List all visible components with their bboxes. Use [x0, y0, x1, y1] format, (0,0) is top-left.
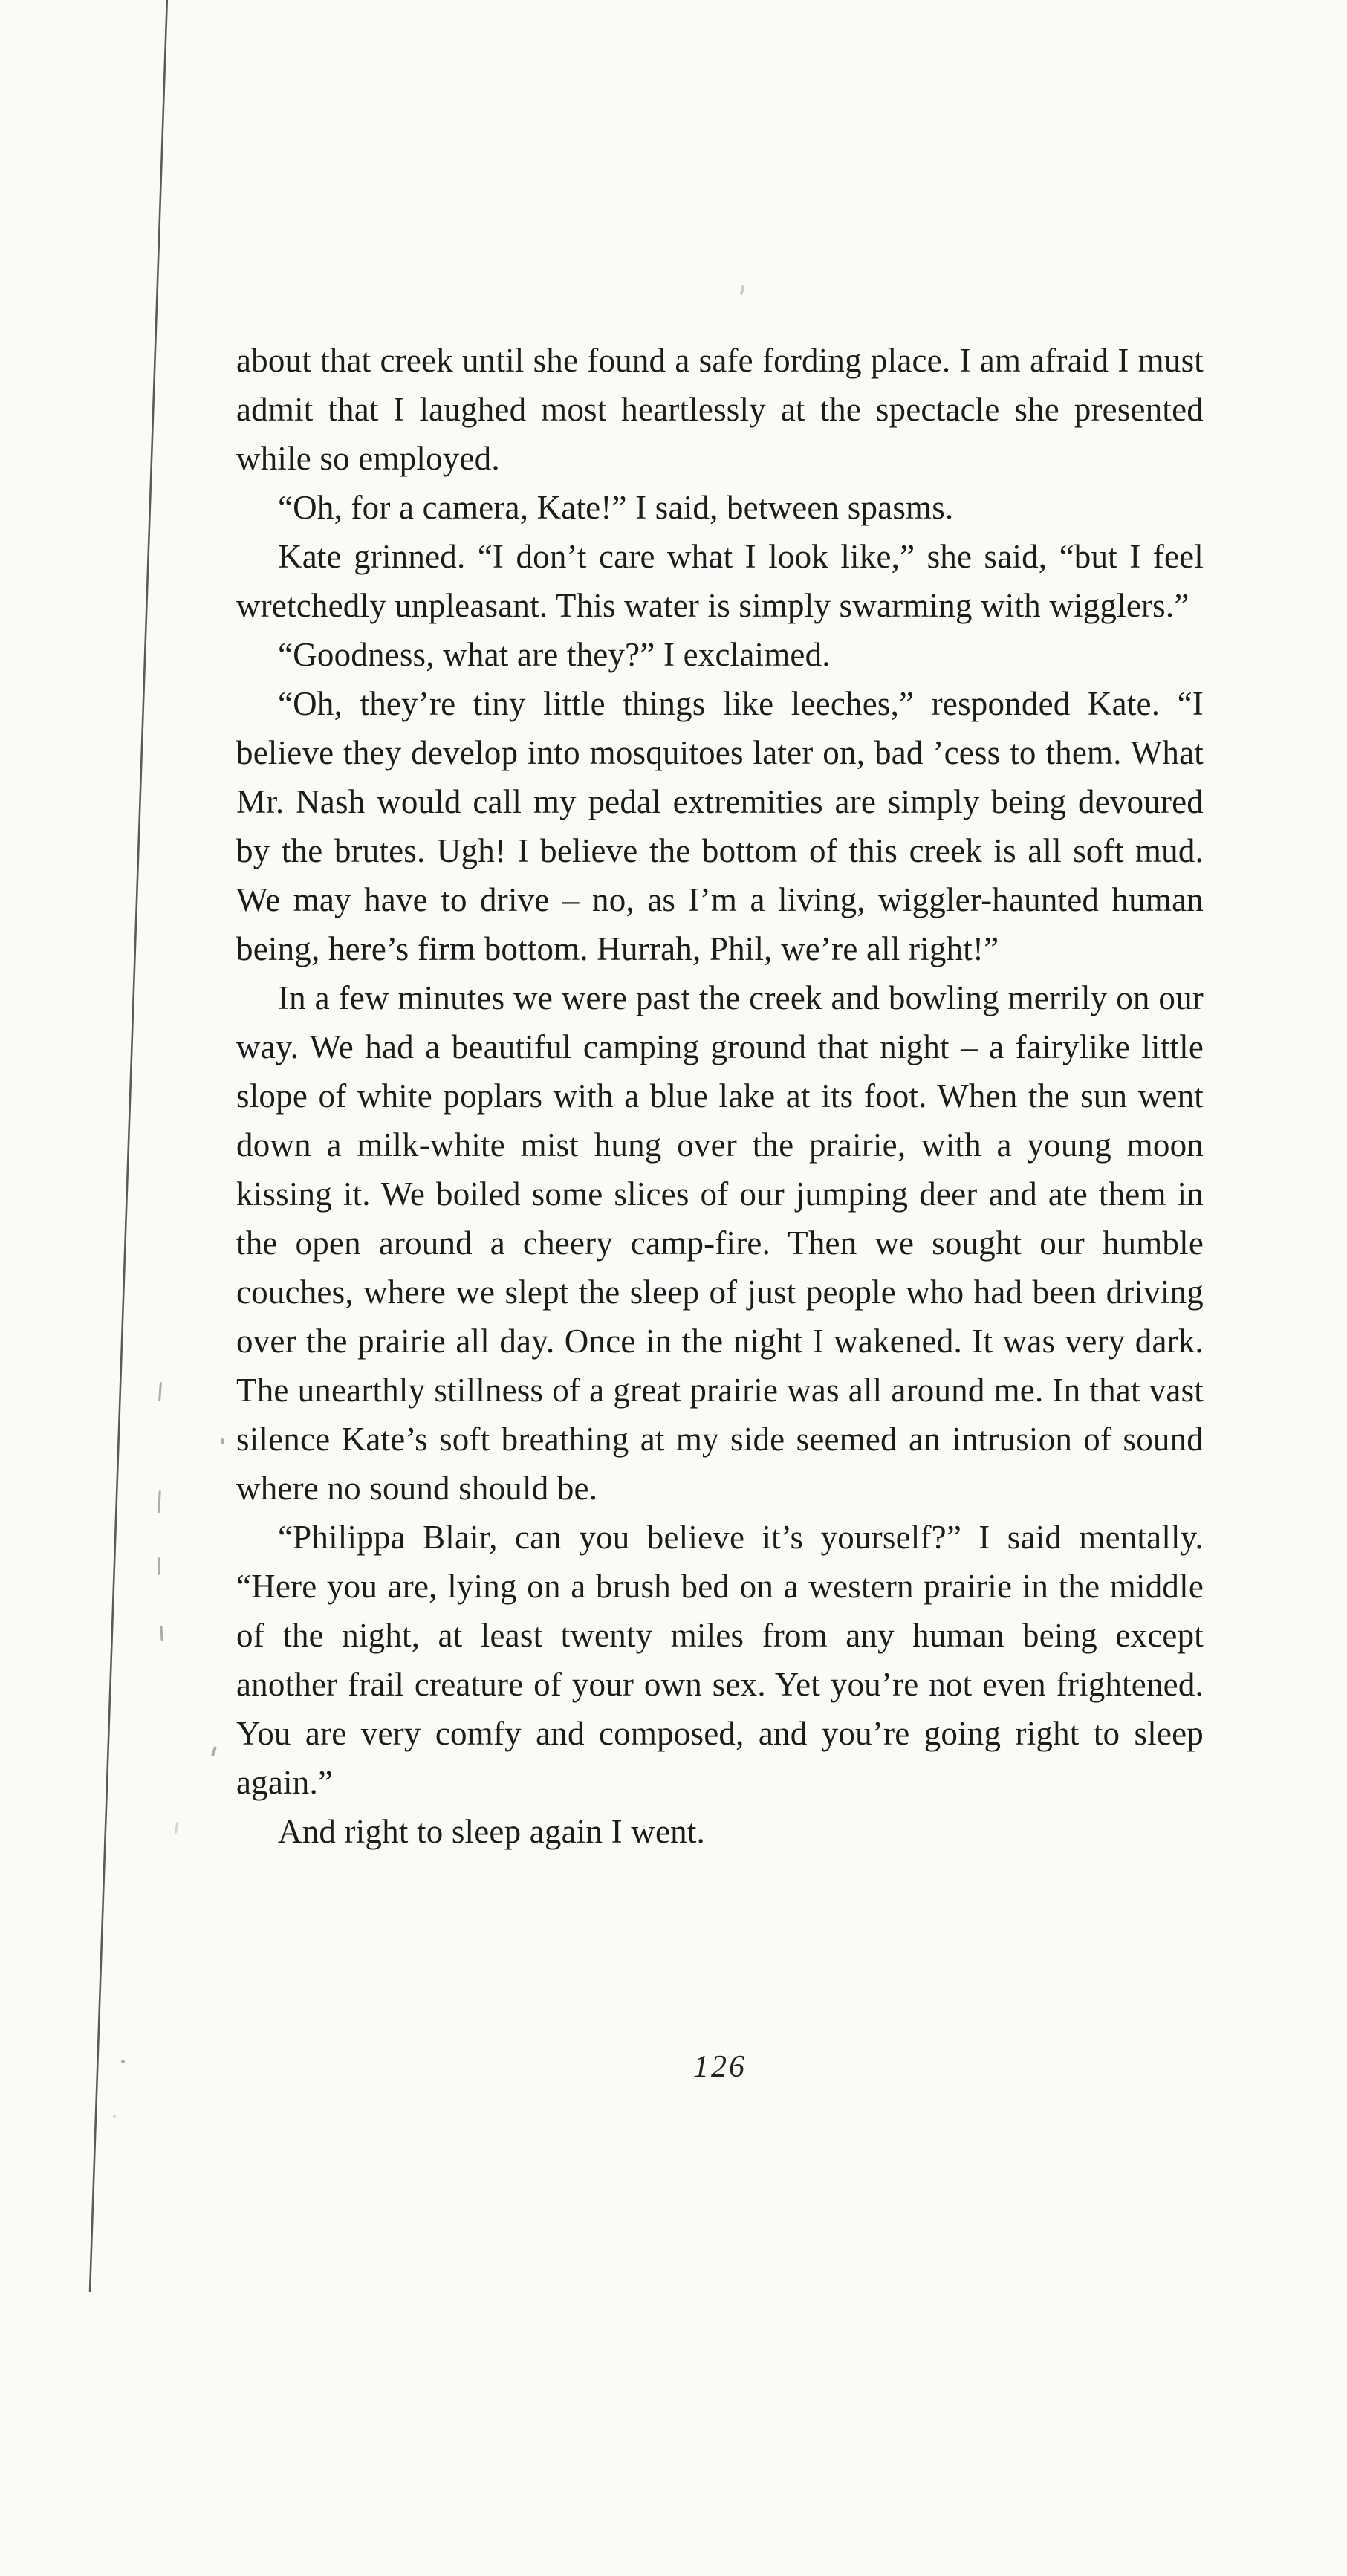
scan-artifact	[121, 2060, 125, 2063]
scan-artifact	[211, 1746, 217, 1757]
scan-artifact	[175, 1822, 179, 1834]
scan-artifact	[158, 1490, 161, 1513]
paragraph: And right to sleep again I went.	[278, 1813, 706, 1850]
scan-artifact	[158, 1382, 162, 1401]
paragraph: “Goodness, what are they?” I exclaimed.	[278, 636, 831, 673]
scan-artifact	[113, 2115, 116, 2118]
paragraph: “Philippa Blair, can you believe it’s yourself?” I said mentally. “Here you are, lying on a brush bed on a western prairie in the middle of the night, at least twenty miles from any human being except another frail creature of your own sex. Yet you’re not even frightened. You are very comfy and composed, and you’re going right to sleep again.”	[236, 1519, 1204, 1801]
paragraph: In a few minutes we were past the creek and bowling merrily on our way. We had a beautiful camping ground that night – a fairylike little slope of white poplars with a blue lake at its foot. When the sun went down a milk-white mist hung over the prairie, with a young moon kissing it. We boiled some slices of our jumping deer and ate them in the open around a cheery camp-fire. Then we sought our humble couches, where we slept the sleep of just people who had been driving over the prairie all day. Once in the night I wakened. It was very dark. The unearthly stillness of a great prairie was all around me. In that vast silence Kate’s soft breathing at my side seemed an intrusion of sound where no sound should be.	[236, 979, 1204, 1507]
paragraph: Kate grinned. “I don’t care what I look like,” she said, “but I feel wretchedly unpleasant. This water is simply swarming with wigglers.”	[236, 538, 1204, 624]
scan-artifact	[158, 1557, 160, 1575]
page-number: 126	[693, 2050, 747, 2084]
scan-artifact	[739, 285, 744, 296]
paragraph: “Oh, for a camera, Kate!” I said, between spasms.	[278, 489, 954, 526]
paragraph: about that creek until she found a safe fording place. I am afraid I must admit that I laughed most heartlessly at the spectacle she presented while so employed.	[236, 342, 1204, 477]
scan-artifact	[221, 1438, 224, 1444]
scan-artifact	[160, 1626, 163, 1641]
paragraph: “Oh, they’re tiny little things like leeches,” responded Kate. “I believe they develop into mosquitoes later on, bad ’cess to them. What Mr. Nash would call my pedal extremities are simply being devoured by the brutes. Ugh! I believe the bottom of this creek is all soft mud. We may have to drive – no, as I’m a living, wiggler-haunted human being, here’s firm bottom. Hurrah, Phil, we’re all right!”	[236, 685, 1204, 967]
text-block	[236, 336, 1204, 1856]
